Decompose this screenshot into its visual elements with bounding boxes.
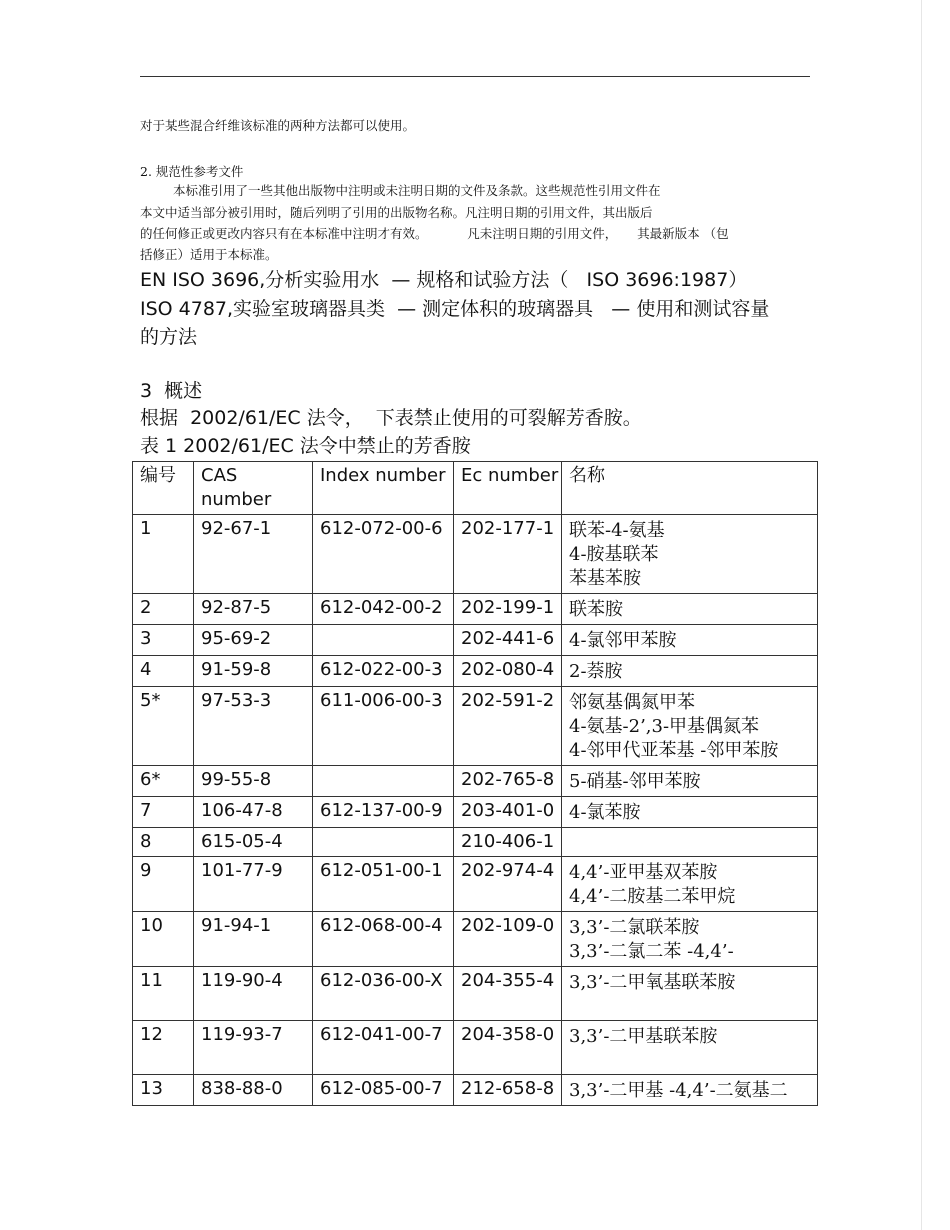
cell-ec: 202-441-6 xyxy=(454,625,562,656)
chemical-name: 3,3’-二甲基联苯胺 xyxy=(569,1026,718,1047)
cell-index: 612-068-00-4 xyxy=(313,912,454,967)
header-rule xyxy=(140,76,810,77)
cell-index: 612-022-00-3 xyxy=(313,656,454,687)
cell-cas: 101-77-9 xyxy=(194,857,313,912)
cell-index: 612-036-00-X xyxy=(313,967,454,1021)
cell-ec: 202-080-4 xyxy=(454,656,562,687)
cell-index: 612-051-00-1 xyxy=(313,857,454,912)
table-row xyxy=(133,1075,818,1106)
cell-cas: 838-88-0 xyxy=(194,1075,313,1106)
cell-index xyxy=(313,828,454,857)
cell-index: 612-042-00-2 xyxy=(313,594,454,625)
cell-no: 1 xyxy=(133,515,194,594)
table-row xyxy=(133,656,818,687)
cell-name xyxy=(562,766,818,797)
cell-no: 9 xyxy=(133,857,194,912)
cell-no: 8 xyxy=(133,828,194,857)
chemical-name: 3,3’-二氯二苯 -4,4’- xyxy=(569,941,734,962)
chemical-name: 4-邻甲代亚苯基 -邻甲苯胺 xyxy=(569,740,779,761)
table-row xyxy=(133,515,818,594)
cell-name xyxy=(562,797,818,828)
section-3-intro: 根据 2002/61/EC 法令， 下表禁止使用的可裂解芳香胺。 xyxy=(140,407,642,429)
normative-ref: EN ISO 3696,分析实验用水 — 规格和试验方法（ ISO 3696:1987） xyxy=(140,269,748,291)
normative-ref: ISO 4787,实验室玻璃器具类 — 测定体积的玻璃器具 — 使用和测试容量 xyxy=(140,298,770,320)
cell-index: 612-137-00-9 xyxy=(313,797,454,828)
cell-index xyxy=(313,625,454,656)
cell-cas: 106-47-8 xyxy=(194,797,313,828)
table-row xyxy=(133,967,818,1021)
chemical-name: 4-氯邻甲苯胺 xyxy=(569,630,677,651)
chemical-name: 3,3’-二氯联苯胺 xyxy=(569,917,700,938)
section-2-para-line: 本标准引用了一些其他出版物中注明或未注明日期的文件及条款。这些规范性引用文件在 xyxy=(173,183,661,198)
cell-ec: 210-406-1 xyxy=(454,828,562,857)
cell-ec: 202-177-1 xyxy=(454,515,562,594)
chemical-name: 4-氯苯胺 xyxy=(569,802,641,823)
table-row xyxy=(133,687,818,766)
cell-ec: 212-658-8 xyxy=(454,1075,562,1106)
cell-name xyxy=(562,687,818,766)
cell-cas: 97-53-3 xyxy=(194,687,313,766)
section-2-para-line: 本文中适当部分被引用时，随后列明了引用的出版物名称。凡注明日期的引用文件，其出版后 xyxy=(140,205,653,220)
table-row xyxy=(133,857,818,912)
page-edge xyxy=(921,0,922,1230)
cell-ec: 202-109-0 xyxy=(454,912,562,967)
cell-cas: 615-05-4 xyxy=(194,828,313,857)
cell-ec: 202-591-2 xyxy=(454,687,562,766)
header-index: Index number xyxy=(313,462,454,515)
table-row xyxy=(133,766,818,797)
header-no: 编号 xyxy=(133,462,194,515)
cell-name xyxy=(562,828,818,857)
cell-cas: 91-94-1 xyxy=(194,912,313,967)
cell-no: 5* xyxy=(133,687,194,766)
cell-no: 10 xyxy=(133,912,194,967)
table-row xyxy=(133,797,818,828)
chemical-name: 4-氨基-2’,3-甲基偶氮苯 xyxy=(569,716,760,737)
cell-no: 3 xyxy=(133,625,194,656)
cell-name xyxy=(562,967,818,1021)
cell-name xyxy=(562,1075,818,1106)
cell-name xyxy=(562,857,818,912)
header-cas: CAS number xyxy=(194,462,313,515)
cell-ec: 202-765-8 xyxy=(454,766,562,797)
cell-index xyxy=(313,766,454,797)
cell-no: 6* xyxy=(133,766,194,797)
chemical-name: 4,4’-亚甲基双苯胺 xyxy=(569,862,718,883)
cell-ec: 204-355-4 xyxy=(454,967,562,1021)
cell-cas: 99-55-8 xyxy=(194,766,313,797)
normative-ref: 的方法 xyxy=(140,326,198,348)
chemical-name: 4-胺基联苯 xyxy=(569,544,659,565)
section-2-para-line: 括修正）适用于本标准。 xyxy=(140,247,278,262)
header-ec: Ec number xyxy=(454,462,562,515)
cell-name xyxy=(562,656,818,687)
table-row xyxy=(133,828,818,857)
cell-name xyxy=(562,912,818,967)
cell-name xyxy=(562,515,818,594)
section-2-heading: 2. 规范性参考文件 xyxy=(140,164,244,179)
cell-index: 611-006-00-3 xyxy=(313,687,454,766)
cell-cas: 95-69-2 xyxy=(194,625,313,656)
cell-cas: 119-90-4 xyxy=(194,967,313,1021)
chemical-name: 联苯-4-氨基 xyxy=(569,520,665,541)
chemical-name: 3,3’-二甲基 -4,4’-二氨基二 xyxy=(569,1080,788,1101)
chemical-name: 邻氨基偶氮甲苯 xyxy=(569,692,695,713)
chemical-name: 联苯胺 xyxy=(569,599,623,620)
chemical-name: 5-硝基-邻甲苯胺 xyxy=(569,771,701,792)
chemical-name: 3,3’-二甲氧基联苯胺 xyxy=(569,972,736,993)
cell-ec: 204-358-0 xyxy=(454,1021,562,1075)
banned-amines-table xyxy=(132,461,818,1106)
cell-cas: 91-59-8 xyxy=(194,656,313,687)
cell-ec: 203-401-0 xyxy=(454,797,562,828)
header-name: 名称 xyxy=(562,462,818,515)
cell-no: 13 xyxy=(133,1075,194,1106)
cell-name xyxy=(562,594,818,625)
chemical-name: 2-萘胺 xyxy=(569,661,623,682)
section-2-para-line: 的任何修正或更改内容只有在本标准中注明才有效。 凡未注明日期的引用文件， 其最新版本 （包 xyxy=(140,226,729,241)
cell-no: 4 xyxy=(133,656,194,687)
cell-cas: 119-93-7 xyxy=(194,1021,313,1075)
table-header-row xyxy=(133,462,818,515)
table-row xyxy=(133,1021,818,1075)
cell-name xyxy=(562,625,818,656)
cell-no: 11 xyxy=(133,967,194,1021)
cell-no: 2 xyxy=(133,594,194,625)
table-row xyxy=(133,625,818,656)
table-caption: 表 1 2002/61/EC 法令中禁止的芳香胺 xyxy=(140,435,471,457)
cell-cas: 92-67-1 xyxy=(194,515,313,594)
section-3-heading: 3 概述 xyxy=(140,380,203,402)
table-row xyxy=(133,594,818,625)
cell-index: 612-085-00-7 xyxy=(313,1075,454,1106)
chemical-name: 苯基苯胺 xyxy=(569,568,641,589)
cell-ec: 202-974-4 xyxy=(454,857,562,912)
chemical-name: 4,4’-二胺基二苯甲烷 xyxy=(569,886,736,907)
cell-cas: 92-87-5 xyxy=(194,594,313,625)
intro-line: 对于某些混合纤维该标准的两种方法都可以使用。 xyxy=(140,118,416,133)
cell-no: 12 xyxy=(133,1021,194,1075)
cell-index: 612-072-00-6 xyxy=(313,515,454,594)
cell-ec: 202-199-1 xyxy=(454,594,562,625)
cell-name xyxy=(562,1021,818,1075)
table-row xyxy=(133,912,818,967)
cell-no: 7 xyxy=(133,797,194,828)
cell-index: 612-041-00-7 xyxy=(313,1021,454,1075)
